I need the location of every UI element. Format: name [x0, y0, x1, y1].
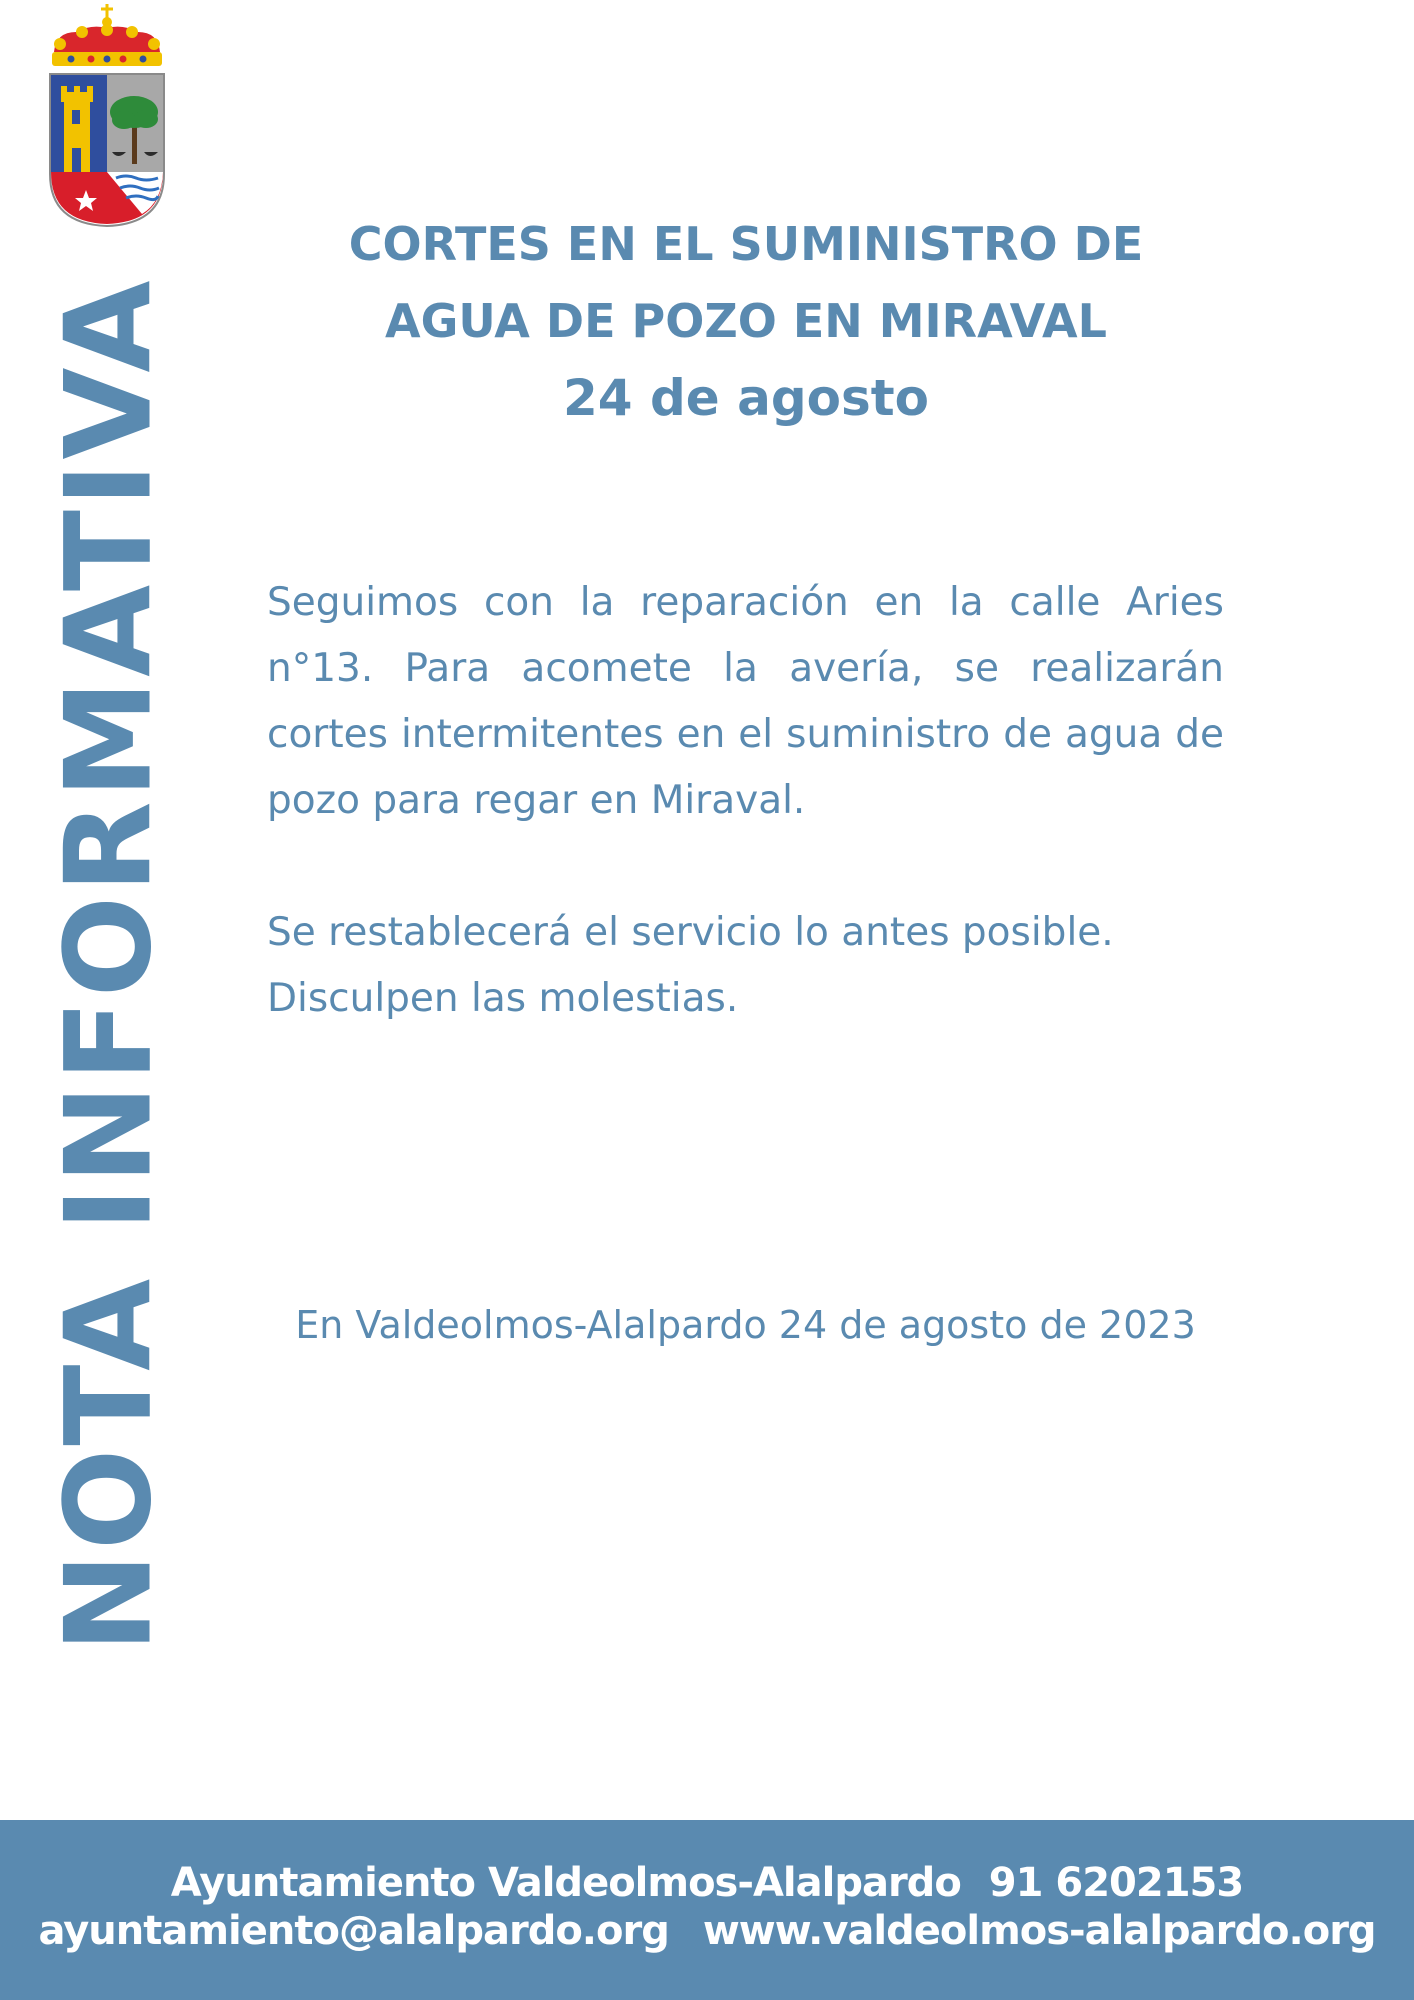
title-date: 24 de agosto	[563, 369, 929, 427]
footer-contact-line-1	[0, 1860, 1414, 1906]
notice-paragraph-1: Seguimos con la reparación en la calle Aries n°13. Para acomete la avería, se realizarán cortes intermitentes en el suministro de agua de pozo para regar en Miraval.	[267, 580, 1224, 823]
notice-paragraph-2	[267, 900, 1224, 1032]
footer-email-link[interactable]: ayuntamiento@alalpardo.org	[38, 1908, 669, 1954]
crown-icon	[52, 4, 162, 66]
footer-bar	[0, 1820, 1414, 2000]
title-line-1: CORTES EN EL SUMINISTRO DE	[348, 217, 1144, 271]
title-line-2: AGUA DE POZO EN MIRAVAL	[385, 294, 1107, 348]
signoff-place-date: En Valdeolmos-Alalpardo 24 de agosto de 2023	[295, 1303, 1196, 1347]
notice-paragraph-2-line-1: Se restablecerá el servicio lo antes posible.	[267, 910, 1114, 955]
footer-contact-line-2	[0, 1908, 1414, 1954]
vertical-title-container	[40, 277, 179, 1653]
notice-paragraph-2-line-2: Disculpen las molestias.	[267, 976, 739, 1021]
page-title	[300, 206, 1192, 437]
notice-body	[267, 570, 1224, 1032]
vertical-title: NOTA INFORMATIVA	[40, 277, 179, 1653]
footer-organization: Ayuntamiento Valdeolmos-Alalpardo	[170, 1860, 961, 1906]
footer-phone[interactable]: 91 6202153	[988, 1860, 1244, 1906]
footer-website-link[interactable]: www.valdeolmos-alalpardo.org	[702, 1908, 1376, 1954]
shield-icon	[50, 74, 164, 226]
coat-of-arms-icon	[46, 2, 168, 228]
